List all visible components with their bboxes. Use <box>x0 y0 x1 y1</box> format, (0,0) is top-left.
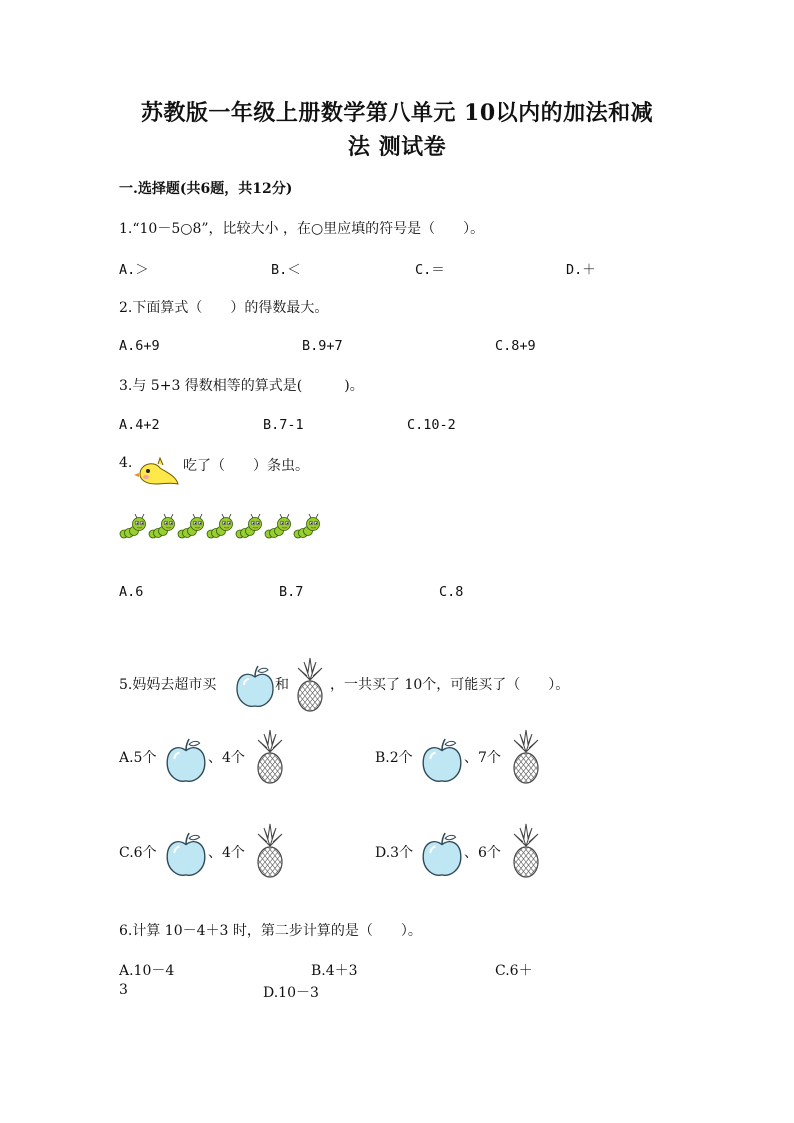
caterpillar-icon <box>148 512 176 540</box>
apple-icon <box>164 832 208 878</box>
apple-icon <box>420 832 464 878</box>
q1-option-a[interactable]: A.＞ <box>119 262 149 278</box>
q1-option-d[interactable]: D.＋ <box>566 262 596 278</box>
apple-icon <box>164 738 208 784</box>
q2-option-c[interactable]: C.8+9 <box>495 338 536 354</box>
q5-option-d-label[interactable]: D.3个 <box>375 845 414 861</box>
q5-option-c-label[interactable]: C.6个 <box>119 845 157 861</box>
page-title-line1: 苏教版一年级上册数学第八单元 10以内的加法和减 <box>140 100 654 126</box>
q6-option-b[interactable]: B.4＋3 <box>311 963 358 979</box>
q5-option-a-label[interactable]: A.5个 <box>119 750 157 766</box>
q5-option-d-sep: 、6个 <box>464 845 501 861</box>
caterpillar-icon <box>119 512 147 540</box>
q5-option-b-label[interactable]: B.2个 <box>375 750 413 766</box>
caterpillar-icon <box>177 512 205 540</box>
question-5-prefix: 5.妈妈去超市买 <box>119 677 217 693</box>
q1-option-b[interactable]: B.＜ <box>271 262 301 278</box>
q6-option-a[interactable]: A.10－4 <box>119 963 175 979</box>
question-3-text: 3.与 5+3 得数相等的算式是( )。 <box>119 378 364 394</box>
caterpillar-icon <box>235 512 263 540</box>
question-2-text: 2.下面算式（ ）的得数最大。 <box>119 300 329 316</box>
question-5-suffix: ，一共买了 10个，可能买了（ ）。 <box>330 677 570 693</box>
pineapple-icon <box>294 658 326 712</box>
q4-option-c[interactable]: C.8 <box>439 584 464 600</box>
pineapple-icon <box>510 730 542 784</box>
q4-option-a[interactable]: A.6 <box>119 584 144 600</box>
q6-option-c[interactable]: C.6＋ <box>495 963 533 979</box>
q2-option-a[interactable]: A.6+9 <box>119 338 160 354</box>
q3-option-b[interactable]: B.7-1 <box>263 417 304 433</box>
question-5-and: 和 <box>275 677 289 693</box>
q6-option-c-continued: 3 <box>119 982 128 998</box>
question-4-number: 4. <box>119 455 133 471</box>
q1-option-c[interactable]: C.＝ <box>415 262 445 278</box>
q5-option-b-sep: 、7个 <box>464 750 501 766</box>
bird-icon <box>136 458 180 488</box>
question-1-text: 1.“10－5○8”，比较大小 ，在○里应填的符号是（ ）。 <box>119 221 485 237</box>
caterpillar-icon <box>206 512 234 540</box>
section-heading: 一.选择题(共6题，共12分) <box>119 181 293 197</box>
pineapple-icon <box>254 824 286 878</box>
q6-option-d[interactable]: D.10－3 <box>263 985 319 1001</box>
pineapple-icon <box>254 730 286 784</box>
question-4-text: 吃了（ ）条虫。 <box>183 458 309 474</box>
caterpillar-row <box>119 512 339 542</box>
q4-option-b[interactable]: B.7 <box>279 584 304 600</box>
question-6-text: 6.计算 10－4＋3 时，第二步计算的是（ ）。 <box>119 923 422 939</box>
caterpillar-icon <box>264 512 292 540</box>
caterpillar-icon <box>293 512 321 540</box>
q2-option-b[interactable]: B.9+7 <box>302 338 343 354</box>
apple-icon <box>420 738 464 784</box>
pineapple-icon <box>510 824 542 878</box>
q5-option-c-sep: 、4个 <box>208 845 245 861</box>
q3-option-c[interactable]: C.10-2 <box>407 417 456 433</box>
page-title-line2: 法 测试卷 <box>347 134 447 160</box>
apple-icon <box>235 665 275 709</box>
q5-option-a-sep: 、4个 <box>208 750 245 766</box>
q3-option-a[interactable]: A.4+2 <box>119 417 160 433</box>
